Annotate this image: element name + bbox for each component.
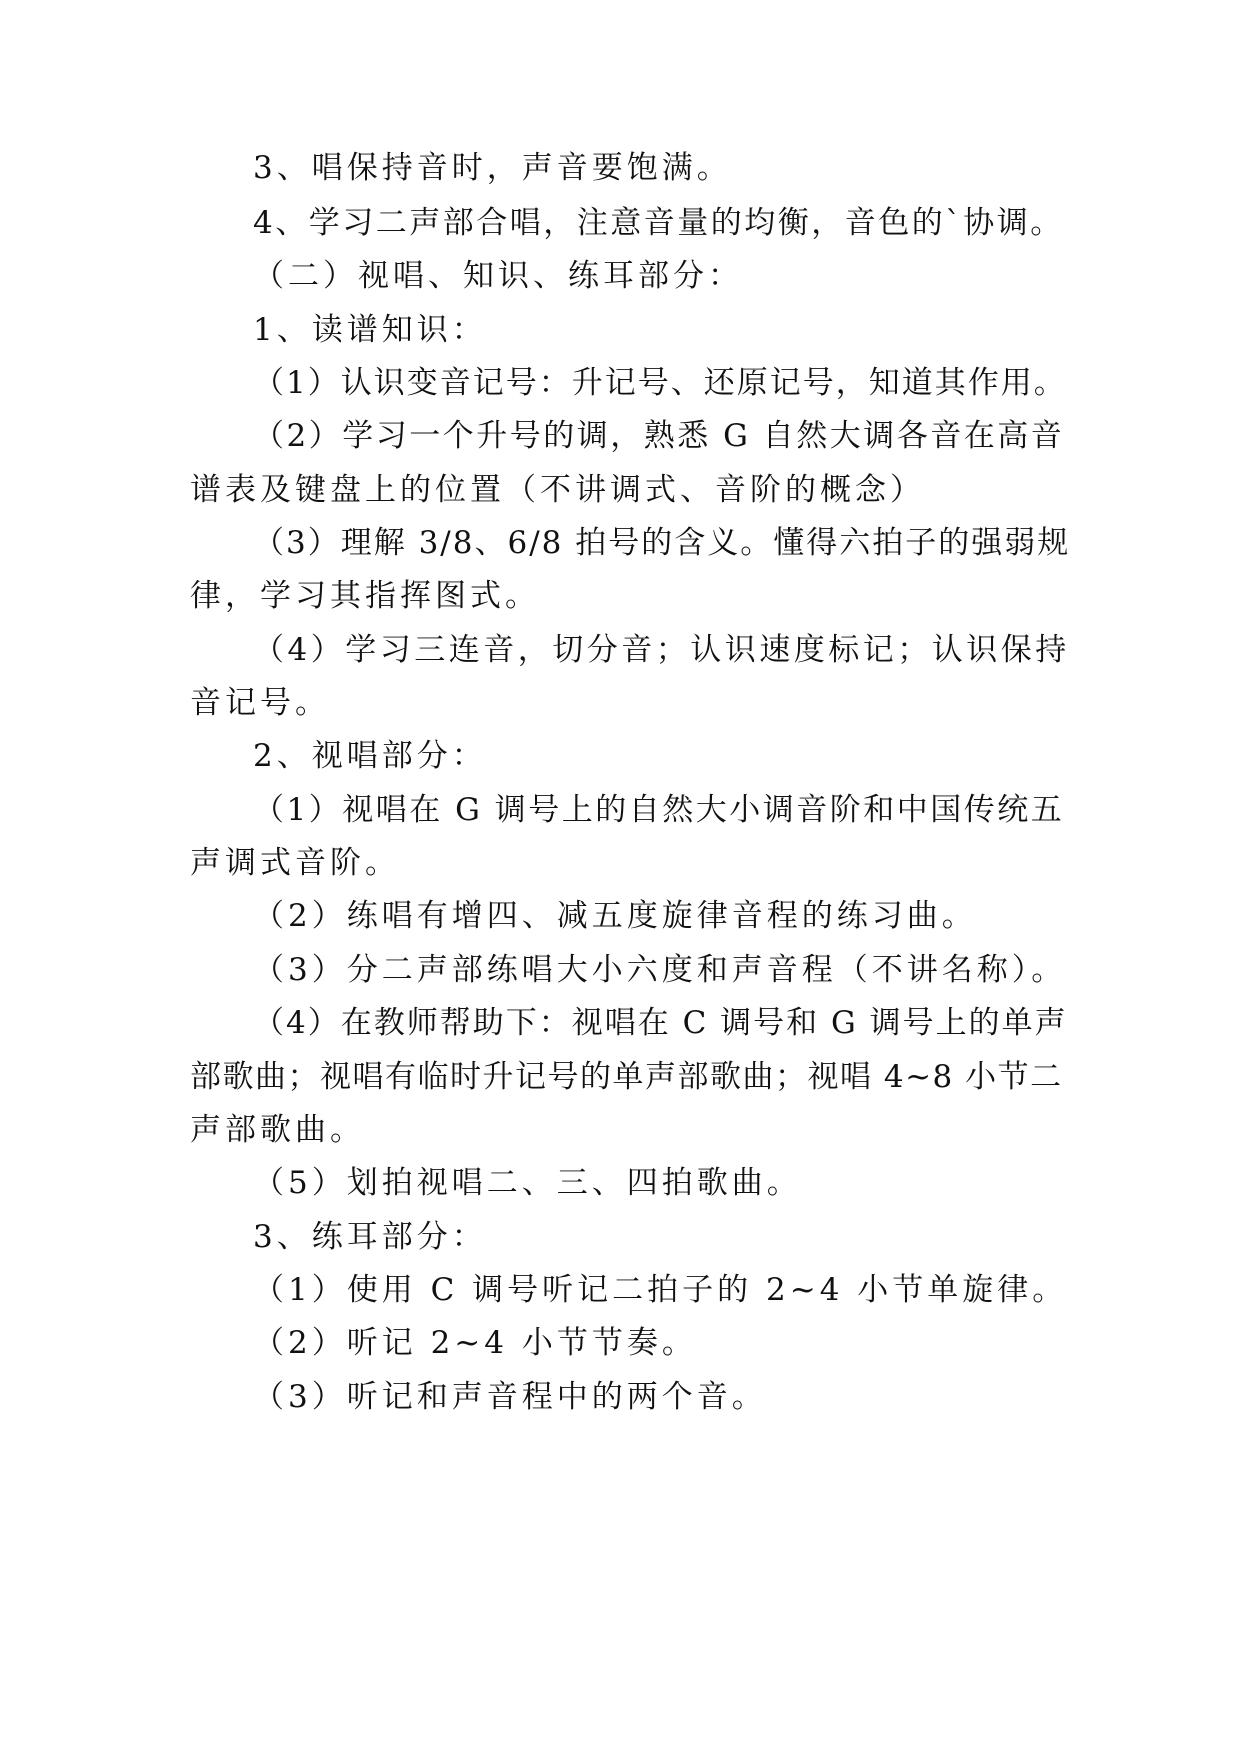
text-line: 4、学习二声部合唱，注意音量的均衡，音色的`协调。 xyxy=(253,205,1064,241)
section-heading: （二）视唱、知识、练耳部分： xyxy=(253,258,743,294)
text-line: （2）听记 2~4 小节节奏。 xyxy=(253,1325,697,1361)
text-line: （1）使用 C 调号听记二拍子的 2~4 小节单旋律。 xyxy=(253,1272,1068,1308)
text-line: （5）划拍视唱二、三、四拍歌曲。 xyxy=(253,1165,802,1201)
text-line: （2）学习一个升号的调，熟悉 G 自然大调各音在高音 xyxy=(253,418,1065,454)
subsection-heading: 1、读谱知识： xyxy=(253,312,487,348)
text-line: （1）认识变音记号：升记号、还原记号，知道其作用。 xyxy=(253,365,1067,401)
text-line: （1）视唱在 G 调号上的自然大小调音阶和中国传统五 xyxy=(253,792,1065,828)
text-line: 3、唱保持音时，声音要饱满。 xyxy=(253,150,732,186)
subsection-heading: 3、练耳部分： xyxy=(253,1219,487,1255)
subsection-heading: 2、视唱部分： xyxy=(253,738,487,774)
text-line: 律，学习其指挥图式。 xyxy=(190,578,540,614)
text-line: （3）理解 3/8、6/8 拍号的含义。懂得六拍子的强弱规 xyxy=(253,525,1071,561)
text-line: 部歌曲；视唱有临时升记号的单声部歌曲；视唱 4~8 小节二 xyxy=(190,1059,1063,1095)
text-line: 声调式音阶。 xyxy=(190,845,400,881)
text-line: （2）练唱有增四、减五度旋律音程的练习曲。 xyxy=(253,898,977,934)
text-line: 音记号。 xyxy=(190,685,330,721)
text-line: （3）听记和声音程中的两个音。 xyxy=(253,1379,767,1415)
text-line: 谱表及键盘上的位置（不讲调式、音阶的概念） xyxy=(190,472,925,508)
text-line: （4）学习三连音，切分音；认识速度标记；认识保持 xyxy=(253,632,1070,668)
text-line: 声部歌曲。 xyxy=(190,1112,365,1148)
text-line: （3）分二声部练唱大小六度和声音程（不讲名称）。 xyxy=(253,952,1067,988)
text-line: （4）在教师帮助下：视唱在 C 调号和 G 调号上的单声 xyxy=(253,1005,1068,1041)
